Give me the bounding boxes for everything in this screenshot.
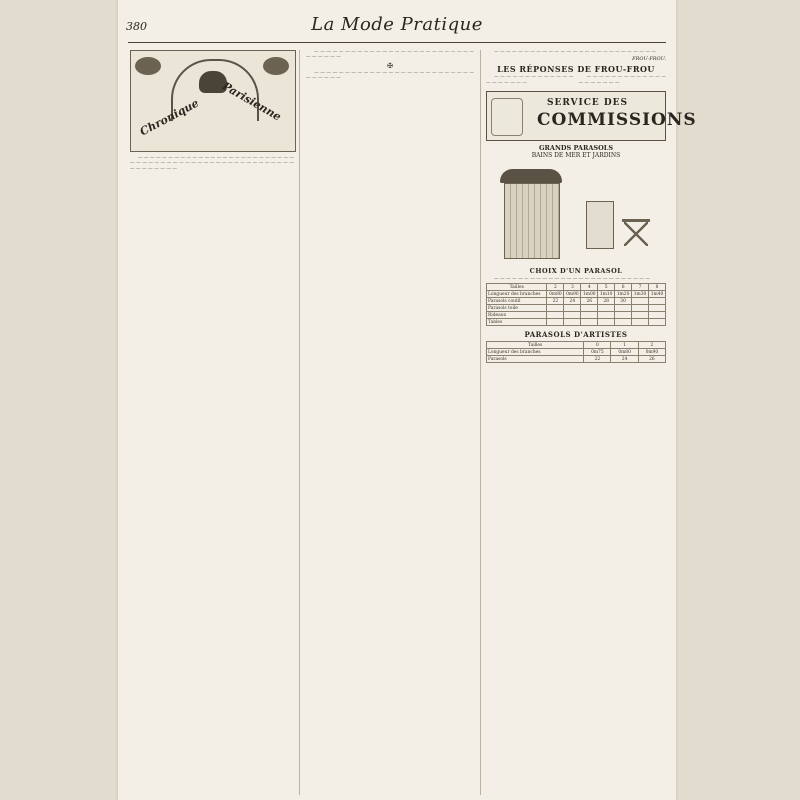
table-header-cell: 2 [638,342,665,349]
table-cell [547,312,564,319]
table-cell: 26 [638,356,665,363]
table-cell [564,312,581,319]
table-cell: Longueur des branches [487,291,547,298]
table-cell: Parasols toile [487,305,547,312]
commissions-label: COMMISSIONS [537,109,697,130]
parasol-size-table [486,283,666,326]
table-header-cell: 0 [584,342,611,349]
table-header-cell: 3 [564,284,581,291]
table-cell [581,319,598,326]
table-header-cell: 8 [648,284,665,291]
table-cell: 22 [547,298,564,305]
table-cell: 22 [584,356,611,363]
reponses-columns: — — — — — — — — — — — — — — — — — — — — — — — — — — — — — — — — — — — — — — — — [486,75,666,86]
leaf-ornament [263,57,289,75]
table-cell [615,312,632,319]
table-cell [598,305,615,312]
table-header-cell: 7 [632,284,649,291]
table-cell: Longueur des branches [487,349,584,356]
table-header-cell: Tailles [487,284,547,291]
table-cell: Parasols coutil [487,298,547,305]
table-row [487,356,666,363]
commissions-banner [486,91,697,141]
table-header-cell: 1 [611,342,638,349]
table-cell [632,305,649,312]
column-left [130,50,294,173]
table-cell [598,312,615,319]
table-cell [564,305,581,312]
table-cell: 0m80 [547,291,564,298]
table-cell [564,319,581,326]
column-divider [299,50,300,795]
table-cell: 0m80 [611,349,638,356]
folding-chair-illustration [586,201,614,249]
header-rule [128,42,666,43]
table-cell [632,298,649,305]
parasol-illustration [486,161,666,265]
chronique-word: Chronique [137,96,202,139]
parasols-subheading: BAINS DE MER ET JARDINS [531,151,621,159]
table-cell [547,319,564,326]
table-cell: 1m20 [615,291,632,298]
table-cell [632,319,649,326]
table-cell: Rideaux [487,312,547,319]
parisienne-word: Parisienne [220,79,284,124]
table-cell [648,305,665,312]
table-cell [581,305,598,312]
table-header-cell: 5 [598,284,615,291]
table-cell: 1m00 [581,291,598,298]
page-number: 380 [126,20,147,33]
column-middle [306,50,474,82]
chronique-illustration [130,50,296,152]
table-cell: 30 [615,298,632,305]
table-cell [648,319,665,326]
table-cell [615,319,632,326]
table-cell: 1m10 [598,291,615,298]
table-row [487,349,666,356]
table-header-cell: 4 [581,284,598,291]
table-row [487,291,666,298]
magazine-page [118,0,697,800]
table-header-cell: 2 [547,284,564,291]
table-cell: Parasols [487,356,584,363]
table-row [487,298,666,305]
table-cell [581,312,598,319]
table-cell: 0m75 [584,349,611,356]
masthead-title: La Mode Pratique [311,14,483,35]
reponses-title: LES RÉPONSES DE FROU-FROU [497,64,655,75]
table-cell: 0m90 [638,349,665,356]
table-cell [632,312,649,319]
floral-ornament [491,98,523,136]
folding-stool-illustration [622,219,650,250]
table-cell [648,298,665,305]
table-cell: 0m90 [564,291,581,298]
table-cell: 1m30 [632,291,649,298]
column-divider [480,50,481,795]
table-cell: 1m40 [648,291,665,298]
section-ornament: ✠ [387,61,393,70]
table-cell [648,312,665,319]
table-cell [615,305,632,312]
table-header-cell: 6 [615,284,632,291]
right-text: — — — — — — — — — — — — — — — — — — — — — — — — — — — [494,50,656,55]
chronique-text: — — — — — — — — — — — — — — — — — — — — — — — — — — — — — — — — — — — — — — — — — — — — — — — — — — — — — — — — — — — — — [130,156,294,172]
table-cell: Tables [487,319,547,326]
parasols-heading: GRANDS PARASOLS [538,143,614,152]
table-cell: 24 [564,298,581,305]
reponses-signature: FROU-FROU. [632,56,666,63]
table-cell [598,319,615,326]
table-header-row [487,284,666,291]
leaf-ornament [135,57,161,75]
beach-tent-illustration [500,169,562,257]
column-right [486,50,697,363]
table-header-row [487,342,666,349]
table-cell: 24 [611,356,638,363]
choix-heading: CHOIX D'UN PARASOL [529,266,623,275]
table-row [487,312,666,319]
table-cell [547,305,564,312]
artistes-heading: PARASOLS D'ARTISTES [524,330,628,340]
table-row [487,319,666,326]
table-cell: 28 [598,298,615,305]
middle-text-2: — — — — — — — — — — — — — — — — — — — — — — — — — — — — — — — — [306,70,474,81]
table-row [487,305,666,312]
table-cell: 26 [581,298,598,305]
middle-text: — — — — — — — — — — — — — — — — — — — — — — — — — — — — — — — — [306,50,474,61]
choix-text: — — — — — — — — — — — — — — — — — — — — — — — — — — [494,276,650,282]
service-label: SERVICE DES [547,97,629,108]
table-header-cell: Tailles [487,342,584,349]
artistes-table [486,341,666,363]
